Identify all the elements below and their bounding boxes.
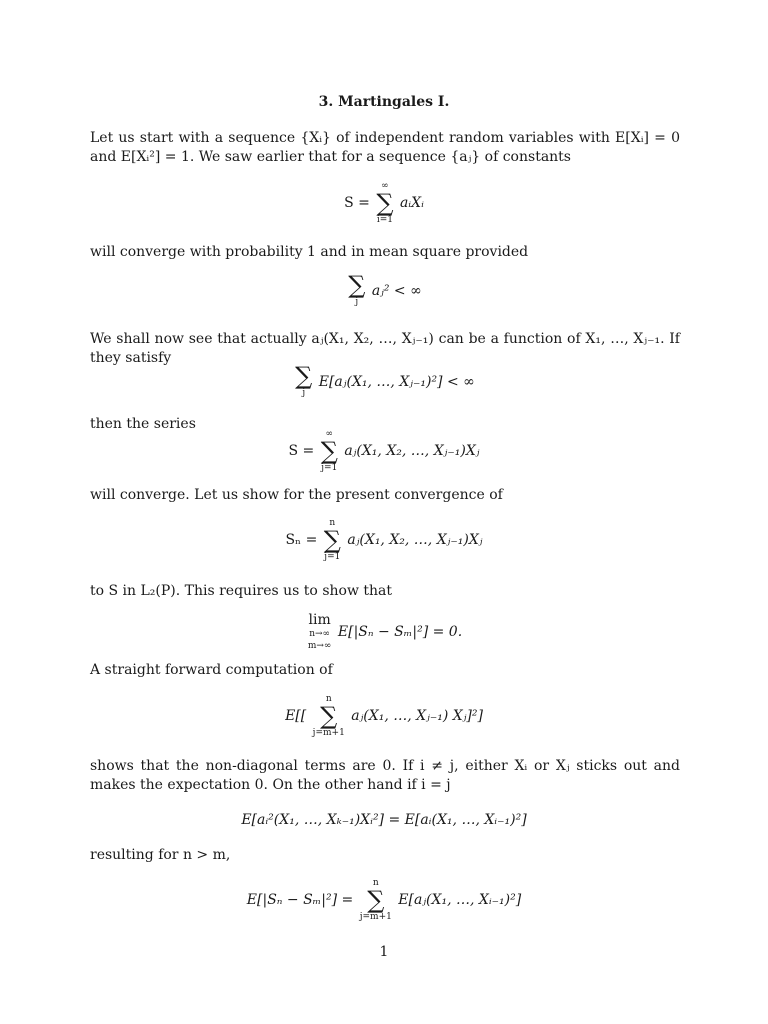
eq4-lhs: S = bbox=[288, 443, 315, 459]
eq4-rhs: aⱼ(X₁, X₂, …, Xⱼ₋₁)Xⱼ bbox=[344, 443, 480, 459]
eq7-sigma: ∑ bbox=[320, 702, 338, 730]
eq1-sigma: ∑ bbox=[376, 189, 394, 217]
paragraph-converge: will converge with probability 1 and in mean square provided bbox=[90, 244, 529, 260]
eq3-sigma: ∑ bbox=[295, 362, 313, 390]
eq7-rhs: aⱼ(X₁, …, Xⱼ₋₁) Xⱼ]²] bbox=[351, 708, 483, 724]
eq4-sum bbox=[321, 428, 338, 474]
eq2-rhs: aⱼ² < ∞ bbox=[371, 283, 422, 299]
equation-partial-sum bbox=[0, 517, 768, 563]
equation-squared-sum bbox=[0, 693, 768, 739]
page-number: 1 bbox=[379, 944, 389, 960]
paragraph-will-converge: will converge. Let us show for the present convergence of bbox=[90, 487, 503, 503]
eq5-sum bbox=[324, 517, 341, 563]
eq1-lhs: S = bbox=[344, 195, 370, 211]
section-title: 3. Martingales I. bbox=[318, 94, 450, 110]
equation-square-sum bbox=[0, 271, 768, 308]
equation-limit bbox=[0, 612, 768, 652]
eq7-lower: j=m+1 bbox=[312, 728, 345, 738]
eq6-lim bbox=[308, 612, 332, 652]
eq5-lhs: Sₙ = bbox=[285, 532, 318, 548]
eq9-upper: n bbox=[372, 878, 379, 888]
eq4-sigma: ∑ bbox=[320, 437, 338, 465]
eq5-rhs: aⱼ(X₁, X₂, …, Xⱼ₋₁)Xⱼ bbox=[347, 532, 483, 548]
eq2-lower: j bbox=[355, 297, 359, 307]
eq3-sum bbox=[295, 362, 313, 399]
eq5-upper: n bbox=[329, 518, 336, 528]
equation-series-S bbox=[0, 428, 768, 474]
eq2-sum bbox=[348, 271, 366, 308]
paragraph-L2: to S in L₂(P). This requires us to show that bbox=[90, 583, 392, 599]
eq1-upper: ∞ bbox=[381, 181, 389, 191]
eq5-sigma: ∑ bbox=[323, 526, 341, 554]
eq1-lower: i=1 bbox=[376, 215, 393, 225]
eq9-lower: j=m+1 bbox=[359, 912, 392, 922]
eq9-rhs: E[aⱼ(X₁, …, Xᵢ₋₁)²] bbox=[398, 892, 522, 908]
eq1-sum bbox=[376, 180, 393, 226]
paragraph-non-diagonal: shows that the non-diagonal terms are 0. If i ≠ j, either Xᵢ or Xⱼ sticks out and makes the expectation 0. On the other hand if i = j bbox=[90, 758, 680, 793]
eq2-sigma: ∑ bbox=[348, 271, 366, 299]
eq8-text: E[aᵢ²(X₁, …, Xₖ₋₁)Xᵢ²] = E[aᵢ(X₁, …, Xᵢ₋₁)²] bbox=[241, 812, 527, 828]
eq6-rhs: E[|Sₙ − Sₘ|²] = 0. bbox=[337, 624, 463, 640]
eq6-lower1: n→∞ bbox=[309, 629, 331, 639]
eq7-lhs: E[[ bbox=[285, 708, 307, 724]
paragraph-then-series: then the series bbox=[90, 416, 196, 432]
equation-final bbox=[0, 877, 768, 923]
paragraph-resulting: resulting for n > m, bbox=[90, 847, 231, 863]
eq7-sum bbox=[313, 693, 345, 739]
equation-series-constants bbox=[0, 180, 768, 226]
equation-expectation-sum bbox=[0, 362, 768, 399]
eq3-lower: j bbox=[302, 388, 306, 398]
eq9-sum bbox=[360, 877, 392, 923]
eq4-lower: j=1 bbox=[321, 463, 338, 473]
eq6-limword: lim bbox=[308, 612, 331, 628]
paragraph-function: We shall now see that actually aⱼ(X₁, X₂, …, Xⱼ₋₁) can be a function of X₁, …, Xⱼ₋₁. If they satisfy bbox=[90, 331, 680, 366]
eq7-upper: n bbox=[325, 694, 332, 704]
eq6-lower2: m→∞ bbox=[307, 641, 332, 651]
eq4-upper: ∞ bbox=[325, 429, 334, 439]
eq9-lhs: E[|Sₙ − Sₘ|²] = bbox=[246, 892, 354, 908]
paragraph-intro: Let us start with a sequence {Xᵢ} of independent random variables with E[Xᵢ] = 0 and E[Xᵢ²] = 1. We saw earlier that for a sequence {aⱼ} of constants bbox=[90, 130, 680, 165]
eq9-sigma: ∑ bbox=[367, 886, 385, 914]
paragraph-computation: A straight forward computation of bbox=[90, 662, 333, 678]
eq3-rhs: E[aⱼ(X₁, …, Xⱼ₋₁)²] < ∞ bbox=[318, 374, 475, 390]
eq5-lower: j=1 bbox=[324, 552, 341, 562]
eq1-rhs: aᵢXᵢ bbox=[399, 195, 424, 211]
equation-diagonal bbox=[0, 810, 768, 830]
